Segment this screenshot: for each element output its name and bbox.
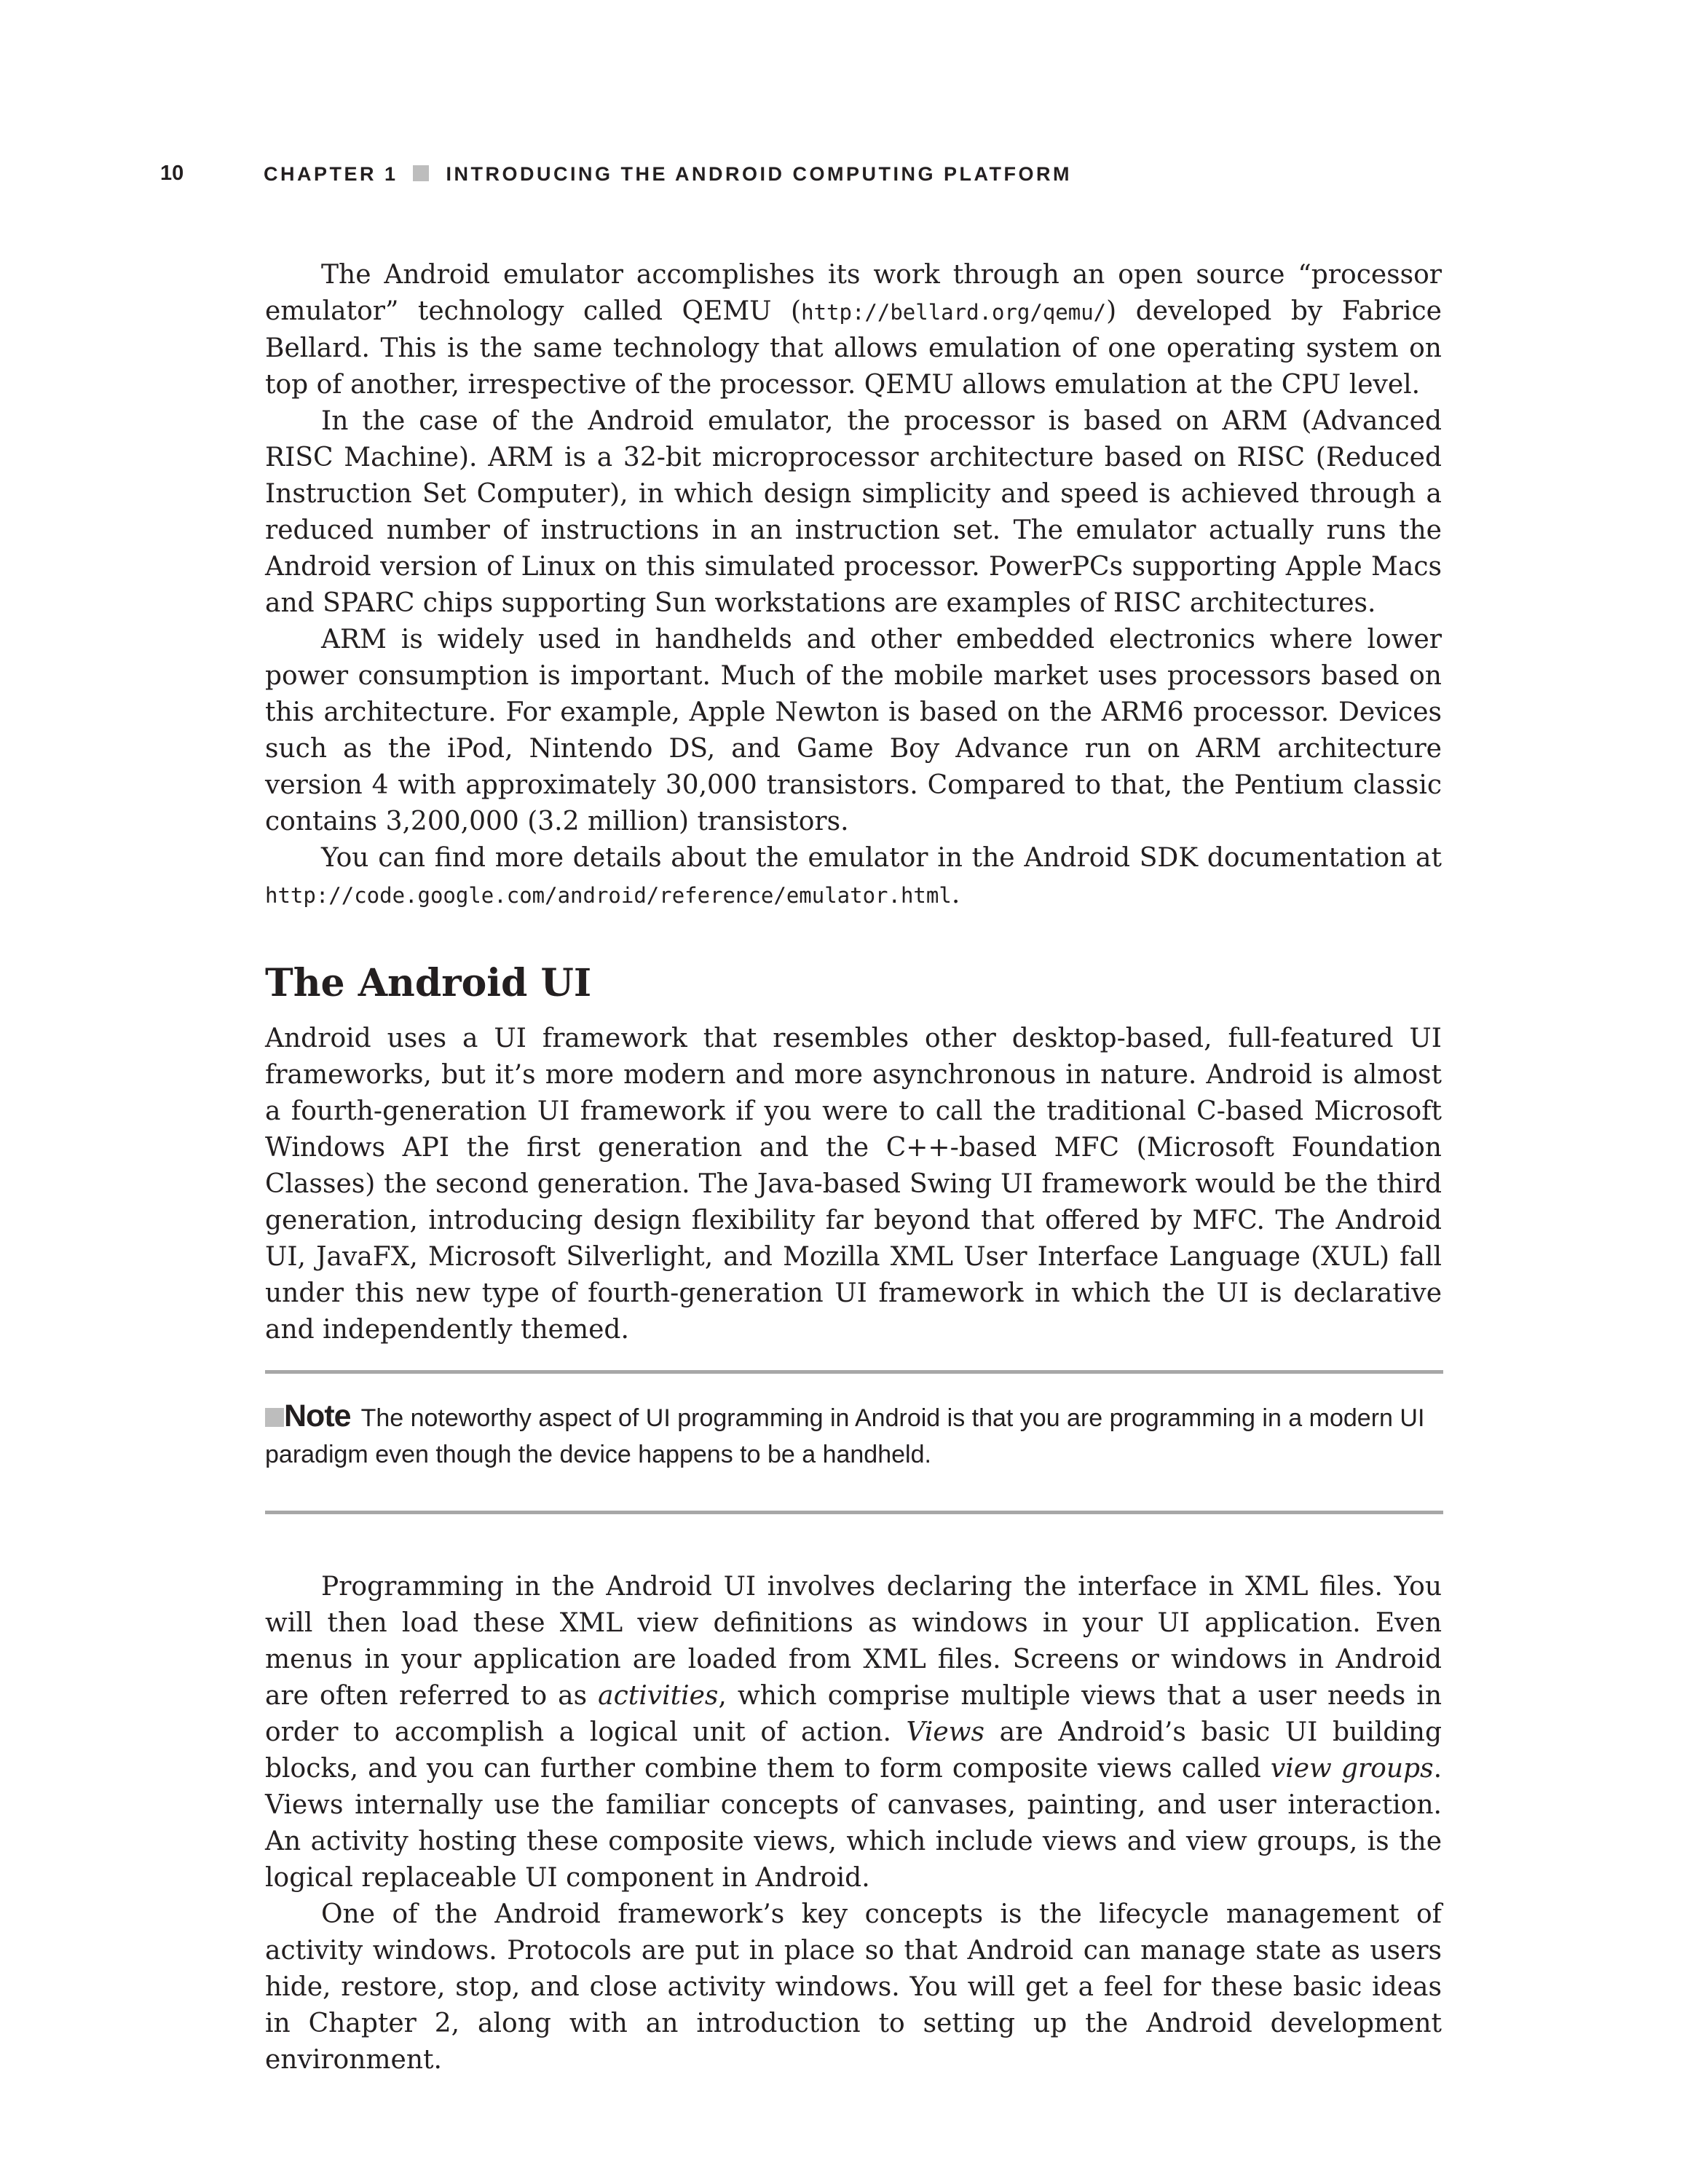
paragraph-ui-framework: Android uses a UI framework that resembles other desktop-based, full-featured UI frameworks, but it’s more modern and more asynchronous in nature. Android is almost a fourth-generation UI framework if you were to call the traditional C-based Microsoft Windows API the first generation and the C++-based MFC (Microsoft Foundation Classes) the second generation. The Java-based Swing UI framework would be the third generation, introducing design flexibility far beyond that offered by MFC. The Android UI, JavaFX, Microsoft Silverlight, and Mozilla XML User Interface Language (XUL) fall under this new type of fourth-generation UI framework in which the UI is declarative and independently themed. — [265, 1024, 1442, 1345]
paragraph-lifecycle: One of the Android framework’s key concepts is the lifecycle management of activity windows. Protocols are put in place so that Android can manage state as users hide, restore, stop, and close activity windows. You will get a feel for these basic ideas in Chapter 2, along with an introduction to setting up the Android development environment. — [265, 1899, 1442, 2075]
running-head — [264, 163, 1072, 186]
chapter-title: INTRODUCING THE ANDROID COMPUTING PLATFORM — [446, 163, 1072, 185]
paragraph-arm: In the case of the Android emulator, the processor is based on ARM (Advanced RISC Machine). ARM is a 32-bit microprocessor architecture based on RISC (Reduced Instruction Set Computer), in which design simplicity and speed is achieved through a reduced number of instructions in an instruction set. The emulator actually runs the Android version of Linux on this simulated processor. PowerPCs supporting Apple Macs and SPARC chips supporting Sun workstations are examples of RISC architectures. — [265, 406, 1442, 618]
closing-section — [265, 1569, 1442, 2078]
paragraph-xml-ui — [265, 1569, 1442, 1896]
paragraph-text: . Views internally use the familiar concepts of canvases, painting, and user interaction. An activity hosting these composite views, which include views and view groups, is the logical replaceable UI component in Android. — [265, 1754, 1443, 1893]
separator-square-icon — [413, 165, 429, 181]
note-box — [265, 1398, 1443, 1473]
paragraph-arm-usage: ARM is widely used in handhelds and other embedded electronics where lower power consumption is important. Much of the mobile market uses processors based on this architecture. For example, Apple Newton is based on the ARM6 processor. Devices such as the iPod, Nintendo DS, and Game Boy Advance run on ARM architecture version 4 with approximately 30,000 transistors. Compared to that, the Pentium classic contains 3,200,000 (3.2 million) transistors. — [265, 625, 1442, 836]
emulator-docs-url: http://code.google.com/android/reference/emulator.html — [265, 883, 952, 908]
term-activities: activities — [598, 1681, 719, 1711]
note-text: The noteworthy aspect of UI programming in Android is that you are programming in a modern UI paradigm even though the device happens to be a handheld. — [265, 1404, 1425, 1468]
paragraph-text: . — [951, 879, 960, 909]
note-bottom-rule — [265, 1511, 1443, 1514]
note-label: Note — [284, 1398, 351, 1433]
chapter-label: CHAPTER 1 — [264, 163, 398, 185]
note-square-icon — [265, 1408, 284, 1427]
note-top-rule — [265, 1370, 1443, 1374]
paragraph-text: ) developed by Fabrice Bellard. This is the same technology that allows emulation of one operating system on top of another, irrespective of the processor. QEMU allows emulation at the CPU level. — [265, 296, 1442, 400]
page-number: 10 — [160, 162, 184, 185]
paragraph-text: , which comprise multiple views that a user needs in order to accomplish a logical unit of action. — [265, 1681, 1443, 1747]
term-view-groups: view groups — [1270, 1754, 1434, 1784]
paragraph-sdk-docs — [265, 840, 1442, 914]
qemu-url: http://bellard.org/qemu/ — [801, 300, 1107, 325]
paragraph-text: The Android emulator accomplishes its work through an open source “processor emulator” technology called QEMU ( — [265, 260, 1442, 326]
android-ui-section — [265, 1021, 1442, 1348]
running-header — [160, 162, 1544, 191]
paragraph-text: Programming in the Android UI involves declaring the interface in XML files. You will then load these XML view definitions as windows in your UI application. Even menus in your application are loaded from XML files. Screens or windows in Android are often referred to as — [265, 1572, 1442, 1711]
intro-section — [265, 257, 1442, 914]
paragraph-qemu — [265, 257, 1442, 403]
term-views: Views — [906, 1717, 985, 1747]
paragraph-text: are Android’s basic UI building blocks, and you can further combine them to form composite views called — [265, 1717, 1442, 1784]
paragraph-text: You can find more details about the emulator in the Android SDK documentation at — [321, 843, 1442, 873]
section-heading: The Android UI — [265, 961, 592, 1005]
